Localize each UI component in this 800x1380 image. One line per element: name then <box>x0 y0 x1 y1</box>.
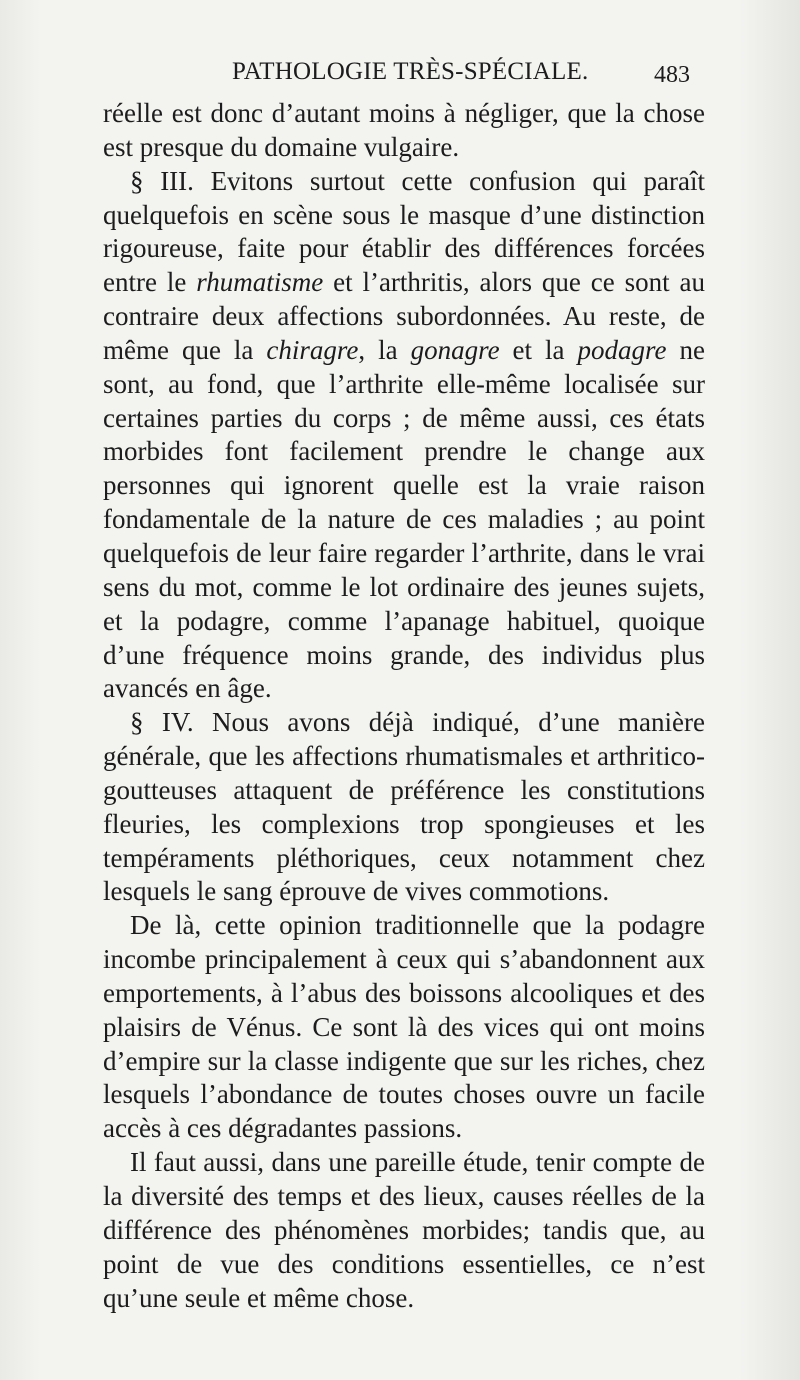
body-text <box>103 97 705 1315</box>
text-segment: et la <box>499 334 578 365</box>
text-segment: Nous avons déjà indiqué, d’une manière générale, que les affections rhumatismales et arthritico-goutteuses attaquent de préférence les constitutions fleuries, les complexions trop spongieuses et les tempéraments pléthoriques, ceux notamment chez lesquels le sang éprouve de vives commotions. <box>103 707 706 907</box>
running-head: PATHOLOGIE TRÈS-SPÉCIALE. <box>232 58 589 85</box>
section-mark-iv: § IV. <box>130 707 194 738</box>
text-segment: et l’arthritis, alors que ce sont au contraire deux affections subordonnées. Au reste, de même que la <box>103 267 705 365</box>
page-edge-shadow <box>740 0 800 1380</box>
paragraph-temps-lieux: Il faut aussi, dans une pareille étude, tenir compte de la diversité des temps et des lieux, causes réelles de la différence des phénomènes morbides; tandis que, au point de vue des conditions essentielles, ce n’est qu’une seule et même chose. <box>103 1147 705 1313</box>
italic-term-podagre: podagre <box>577 334 667 365</box>
paragraph-section-iii <box>103 165 705 707</box>
text-segment: ne sont, au fond, que l’arthrite elle-même localisée sur certaines parties du corps ; de même aussi, ces états morbides font facilement prendre le change aux personnes qui ignorent quelle est la vraie raison fondamentale de la nature de ces maladies ; au point quelquefois de leur faire regarder l’arthrite, dans le vrai sens du mot, comme le lot ordinaire des jeunes sujets, et la podagre, comme l’apanage habituel, quoique d’une fréquence moins grande, des individus plus avancés en âge. <box>103 334 705 704</box>
italic-term-chiragre: chiragre <box>266 334 359 365</box>
page-number: 483 <box>654 62 690 88</box>
page-header <box>0 56 800 92</box>
paragraph-continuation: réelle est donc d’autant moins à négliger, que la chose est presque du domaine vulgaire. <box>103 98 705 162</box>
paragraph-section-iv <box>103 706 705 909</box>
text-segment: Evitons surtout cette confusion qui paraît quelquefois en scène sous le masque d’une distinction rigoureuse, faite pour établir des différences forcées entre le <box>103 165 705 298</box>
italic-term-gonagre: gonagre <box>410 334 500 365</box>
section-mark-iii: § III. <box>130 165 194 196</box>
italic-term-rhumatisme: rhumatisme <box>196 267 324 298</box>
paragraph-podagre-tradition: De là, cette opinion traditionnelle que la podagre incombe principalement à ceux qui s’abandonnent aux emportements, à l’abus des boissons alcooliques et des plaisirs de Vénus. Ce sont là des vices qui ont moins d’empire sur la classe indigente que sur les riches, chez lesquels l’abondance de toutes choses ouvre un facile accès à ces dégradantes passions. <box>103 910 705 1144</box>
page-gutter-shadow <box>0 0 40 1380</box>
text-segment: , la <box>358 334 411 365</box>
